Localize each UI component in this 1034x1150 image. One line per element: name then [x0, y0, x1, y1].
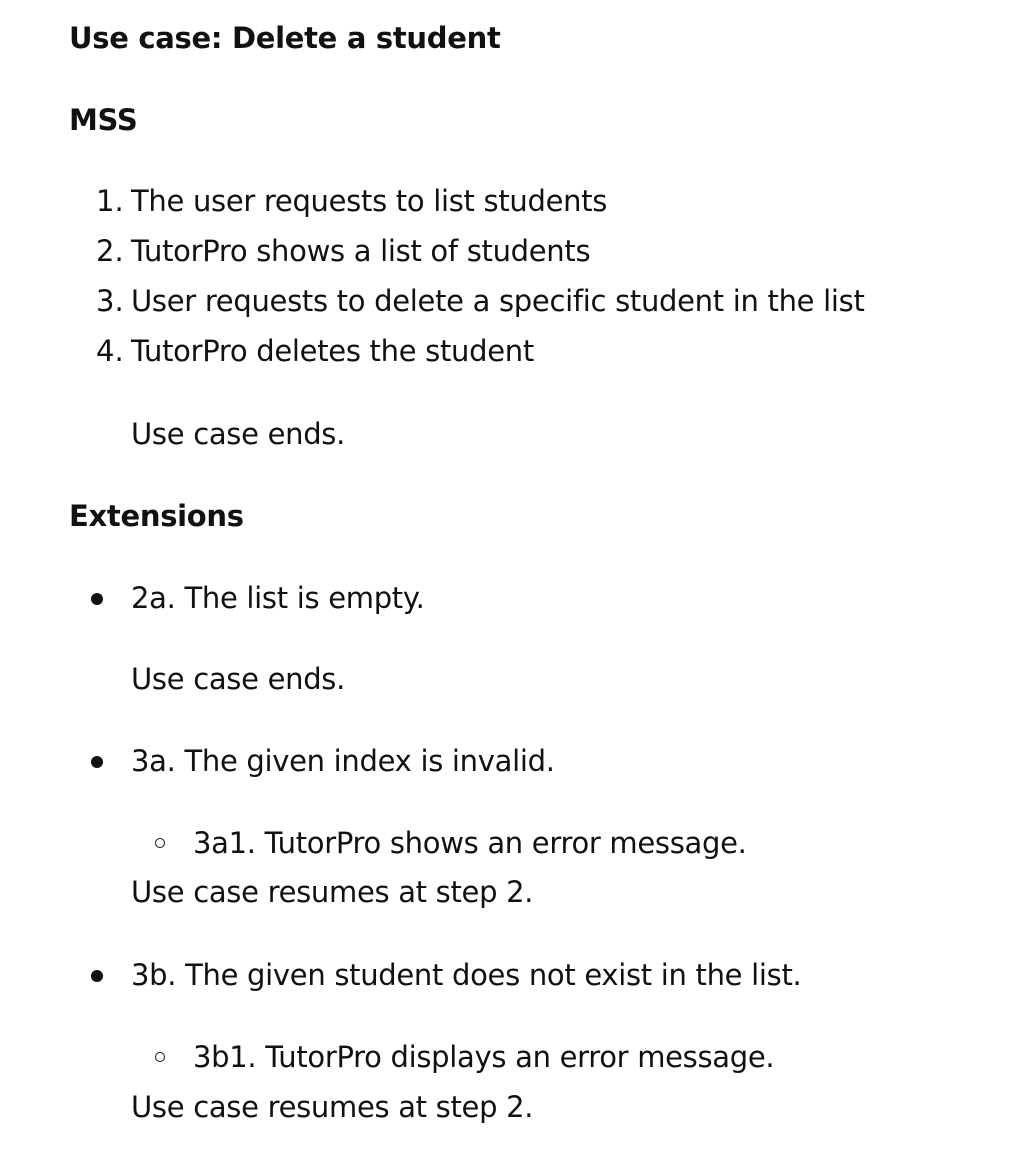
extension-sub-item-text: 3a1. TutorPro shows an error message.	[193, 826, 747, 860]
extension-item-text: 3a. The given index is invalid.	[131, 744, 555, 778]
mss-step-text: TutorPro shows a list of students	[131, 234, 591, 268]
circle-bullet-icon	[155, 1052, 165, 1062]
mss-heading: MSS	[69, 103, 138, 137]
mss-step-number: 3.	[96, 284, 124, 318]
bullet-icon	[91, 593, 103, 605]
extension-item-text: 3b. The given student does not exist in the list.	[131, 958, 802, 992]
extensions-heading: Extensions	[69, 499, 244, 533]
mss-step-number: 2.	[96, 234, 124, 268]
circle-bullet-icon	[155, 838, 165, 848]
bullet-icon	[91, 970, 103, 982]
extension-item-note: Use case resumes at step 2.	[131, 1090, 534, 1124]
mss-step-number: 1.	[96, 184, 124, 218]
extension-item-text: 2a. The list is empty.	[131, 581, 425, 615]
extension-item-note: Use case ends.	[131, 662, 346, 696]
page-title: Use case: Delete a student	[69, 21, 501, 55]
mss-step-text: TutorPro deletes the student	[131, 334, 534, 368]
mss-step-text: User requests to delete a specific student in the list	[131, 284, 865, 318]
extension-sub-item-text: 3b1. TutorPro displays an error message.	[193, 1040, 775, 1074]
bullet-icon	[91, 756, 103, 768]
extension-item-note: Use case resumes at step 2.	[131, 875, 534, 909]
mss-step-text: The user requests to list students	[131, 184, 608, 218]
mss-step-number: 4.	[96, 334, 124, 368]
mss-end-note: Use case ends.	[131, 417, 346, 451]
